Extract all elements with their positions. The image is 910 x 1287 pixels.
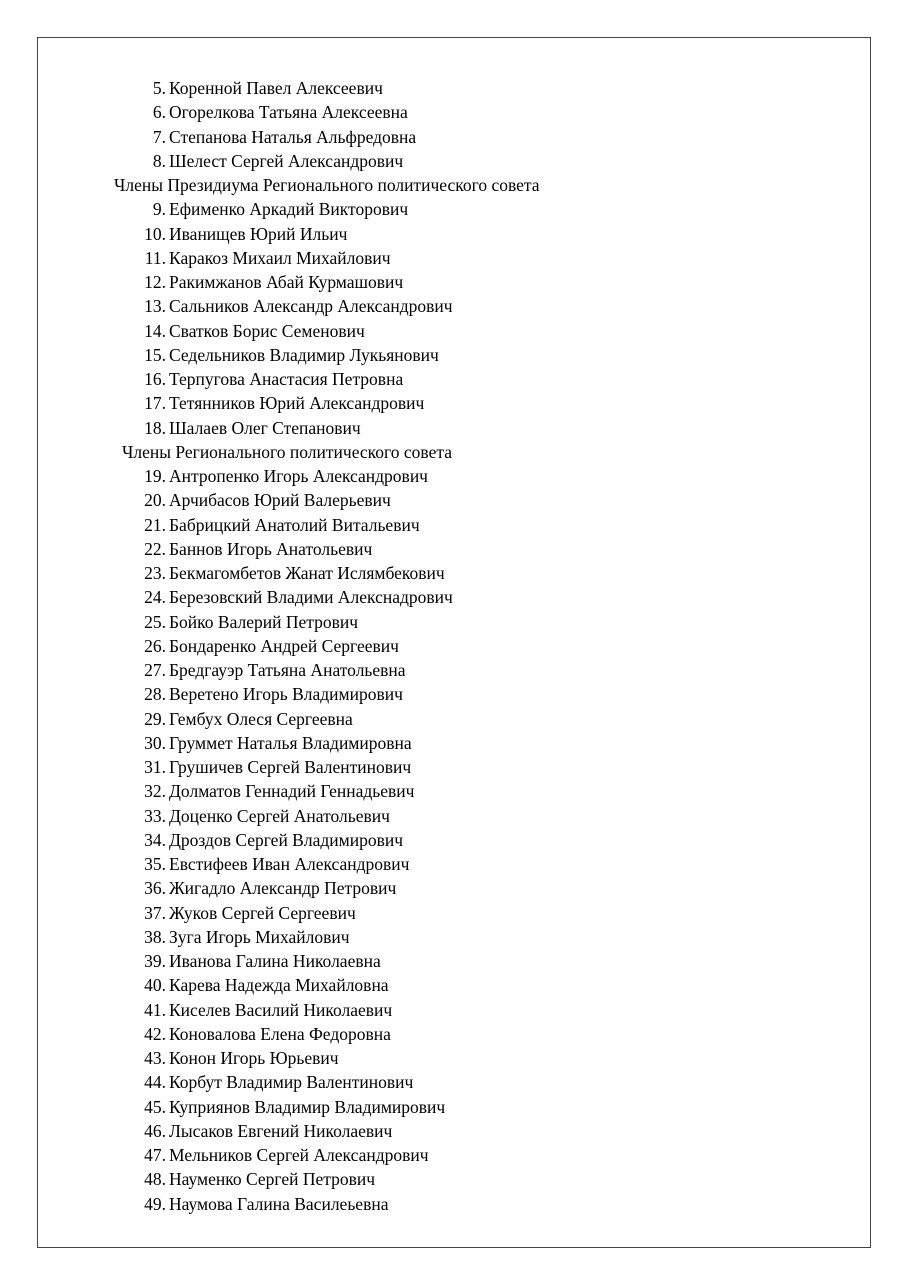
section-heading: Члены Регионального политического совета [122, 441, 452, 462]
list-item-number: 26. [144, 635, 166, 656]
list-item-name: Веретено Игорь Владимирович [169, 684, 403, 705]
list-item [0, 804, 910, 828]
list-item [0, 1070, 910, 1094]
list-item-number: 46. [144, 1120, 166, 1141]
list-item-name: Коренной Павел Алексеевич [169, 78, 383, 98]
list-item [0, 852, 910, 876]
list-item-name: Жуков Сергей Сергеевич [169, 902, 356, 923]
list-item-number: 47. [144, 1145, 166, 1165]
list-item [0, 998, 910, 1022]
list-item-name: Иванова Галина Николаевна [169, 951, 381, 971]
list-item [0, 1167, 910, 1191]
list-item [0, 149, 910, 173]
list-item-number: 35. [144, 854, 166, 874]
list-item-name: Гембух Олеся Сергеевна [169, 708, 353, 729]
list-item-number: 9. [152, 199, 166, 220]
list-item-name: Жигадло Александр Петрович [169, 878, 397, 899]
list-item-number: 38. [144, 926, 166, 947]
list-item-number: 40. [144, 975, 166, 996]
list-item-name: Конон Игорь Юрьевич [169, 1048, 339, 1068]
list-item [0, 707, 910, 731]
list-item-name: Груммет Наталья Владимировна [169, 732, 412, 753]
list-item-number: 29. [144, 708, 166, 729]
list-item-name: Иванищев Юрий Ильич [169, 223, 348, 244]
list-item-name: Ракимжанов Абай Курмашович [169, 272, 404, 292]
list-item-name: Грушичев Сергей Валентинович [169, 757, 412, 777]
list-item [0, 537, 910, 561]
list-item [0, 658, 910, 682]
list-item-name: Огорелкова Татьяна Алексеевна [169, 102, 408, 123]
list-item-name: Куприянов Владимир Владимирович [169, 1096, 446, 1117]
list-item-number: 8. [152, 150, 166, 171]
list-item-number: 17. [144, 393, 166, 414]
list-item-number: 49. [144, 1193, 166, 1214]
list-item-number: 36. [144, 878, 166, 899]
list-item-number: 6. [152, 102, 166, 123]
list-item [0, 343, 910, 367]
list-item-number: 10. [144, 223, 166, 244]
list-item-number: 22. [144, 538, 166, 559]
list-item-name: Шалаев Олег Степанович [169, 417, 361, 438]
list-item-number: 32. [144, 781, 166, 802]
list-item [0, 294, 910, 318]
list-item-number: 21. [144, 514, 166, 535]
list-item-number: 31. [144, 757, 166, 777]
list-item-name: Коновалова Елена Федоровна [169, 1023, 391, 1044]
list-item [0, 1192, 910, 1216]
list-item [0, 416, 910, 440]
list-item-name: Сватков Борис Семенович [169, 320, 365, 341]
list-item-name: Баннов Игорь Анатольевич [169, 538, 373, 559]
list-item-number: 30. [144, 732, 166, 753]
list-item-name: Арчибасов Юрий Валерьевич [169, 490, 391, 511]
list-item-number: 23. [144, 563, 166, 583]
list-item [0, 1095, 910, 1119]
list-item-number: 11. [144, 247, 166, 268]
list-item-name: Киселев Василий Николаевич [169, 999, 393, 1020]
list-item-number: 16. [144, 369, 166, 389]
list-item-number: 13. [144, 296, 166, 317]
list-item [0, 125, 910, 149]
list-item-number: 42. [144, 1023, 166, 1044]
list-item-number: 24. [144, 587, 166, 608]
list-item [0, 901, 910, 925]
list-item [0, 876, 910, 900]
list-item [0, 561, 910, 585]
list-item-name: Дроздов Сергей Владимирович [169, 829, 403, 850]
list-item [0, 731, 910, 755]
list-item-name: Степанова Наталья Альфредовна [169, 126, 417, 147]
list-item-name: Доценко Сергей Анатольевич [169, 805, 390, 826]
list-item-name: Тетянников Юрий Александрович [169, 393, 425, 414]
list-item [0, 682, 910, 706]
list-item [0, 1022, 910, 1046]
list-item-name: Ефименко Аркадий Викторович [169, 199, 409, 220]
list-item-name: Евстифеев Иван Александрович [169, 854, 410, 874]
list-item [0, 76, 910, 100]
list-item [0, 585, 910, 609]
list-item-name: Сальников Александр Александрович [169, 296, 453, 317]
list-item-number: 39. [144, 951, 166, 971]
list-item-name: Мельников Сергей Александрович [169, 1145, 429, 1165]
list-item-number: 12. [144, 272, 166, 292]
list-item-number: 5. [152, 78, 166, 98]
member-list [0, 76, 910, 1216]
list-item-name: Долматов Геннадий Геннадьевич [169, 781, 415, 802]
list-item-number: 18. [144, 417, 166, 438]
list-item-number: 7. [152, 126, 166, 147]
list-item [0, 973, 910, 997]
list-item [0, 1119, 910, 1143]
list-item [0, 100, 910, 124]
list-item-number: 37. [144, 902, 166, 923]
list-item-number: 27. [144, 660, 166, 680]
list-item [0, 610, 910, 634]
list-item [0, 464, 910, 488]
list-item-number: 41. [144, 999, 166, 1020]
list-item [0, 634, 910, 658]
list-item-name: Бабрицкий Анатолий Витальевич [169, 514, 420, 535]
list-item-name: Седельников Владимир Лукьянович [169, 344, 439, 365]
list-item-name: Терпугова Анастасия Петровна [169, 369, 404, 389]
list-item [0, 367, 910, 391]
list-item [0, 1143, 910, 1167]
list-item-number: 19. [144, 466, 166, 486]
list-item-name: Каракоз Михаил Михайлович [169, 247, 391, 268]
list-item-number: 45. [144, 1096, 166, 1117]
list-item-name: Наумова Галина Василеьевна [169, 1193, 389, 1214]
list-item-number: 33. [144, 805, 166, 826]
list-item-name: Антропенко Игорь Александрович [169, 466, 428, 486]
list-item-number: 34. [144, 829, 166, 850]
list-item-name: Бойко Валерий Петрович [169, 611, 359, 632]
list-item [0, 222, 910, 246]
list-item-number: 28. [144, 684, 166, 705]
list-item-name: Бекмагомбетов Жанат Ислямбекович [169, 563, 445, 583]
list-item-name: Лысаков Евгений Николаевич [169, 1120, 393, 1141]
list-item [0, 949, 910, 973]
list-item [0, 755, 910, 779]
list-item-name: Березовский Владими Алекснадрович [169, 587, 453, 608]
list-item-name: Корбут Владимир Валентинович [169, 1072, 414, 1093]
section-heading: Члены Президиума Регионального политического совета [114, 175, 540, 195]
list-item-number: 14. [144, 320, 166, 341]
list-item [0, 270, 910, 294]
list-item [0, 925, 910, 949]
list-item-name: Бондаренко Андрей Сергеевич [169, 635, 399, 656]
list-item-number: 43. [144, 1048, 166, 1068]
list-item [0, 828, 910, 852]
list-item-number: 20. [144, 490, 166, 511]
list-item [0, 488, 910, 512]
list-item-number: 15. [144, 344, 166, 365]
list-item-name: Карева Надежда Михайловна [169, 975, 389, 996]
list-item-number: 44. [144, 1072, 166, 1093]
list-item [0, 197, 910, 221]
list-item-name: Шелест Сергей Александрович [169, 150, 404, 171]
list-item-name: Науменко Сергей Петрович [169, 1169, 376, 1190]
list-item [0, 513, 910, 537]
list-item [0, 1046, 910, 1070]
list-item-number: 48. [144, 1169, 166, 1190]
list-item [0, 246, 910, 270]
list-item [0, 319, 910, 343]
list-item [0, 779, 910, 803]
list-item-name: Бредгауэр Татьяна Анатольевна [169, 660, 406, 680]
list-item-number: 25. [144, 611, 166, 632]
list-item-name: Зуга Игорь Михайлович [169, 926, 350, 947]
list-item [0, 391, 910, 415]
